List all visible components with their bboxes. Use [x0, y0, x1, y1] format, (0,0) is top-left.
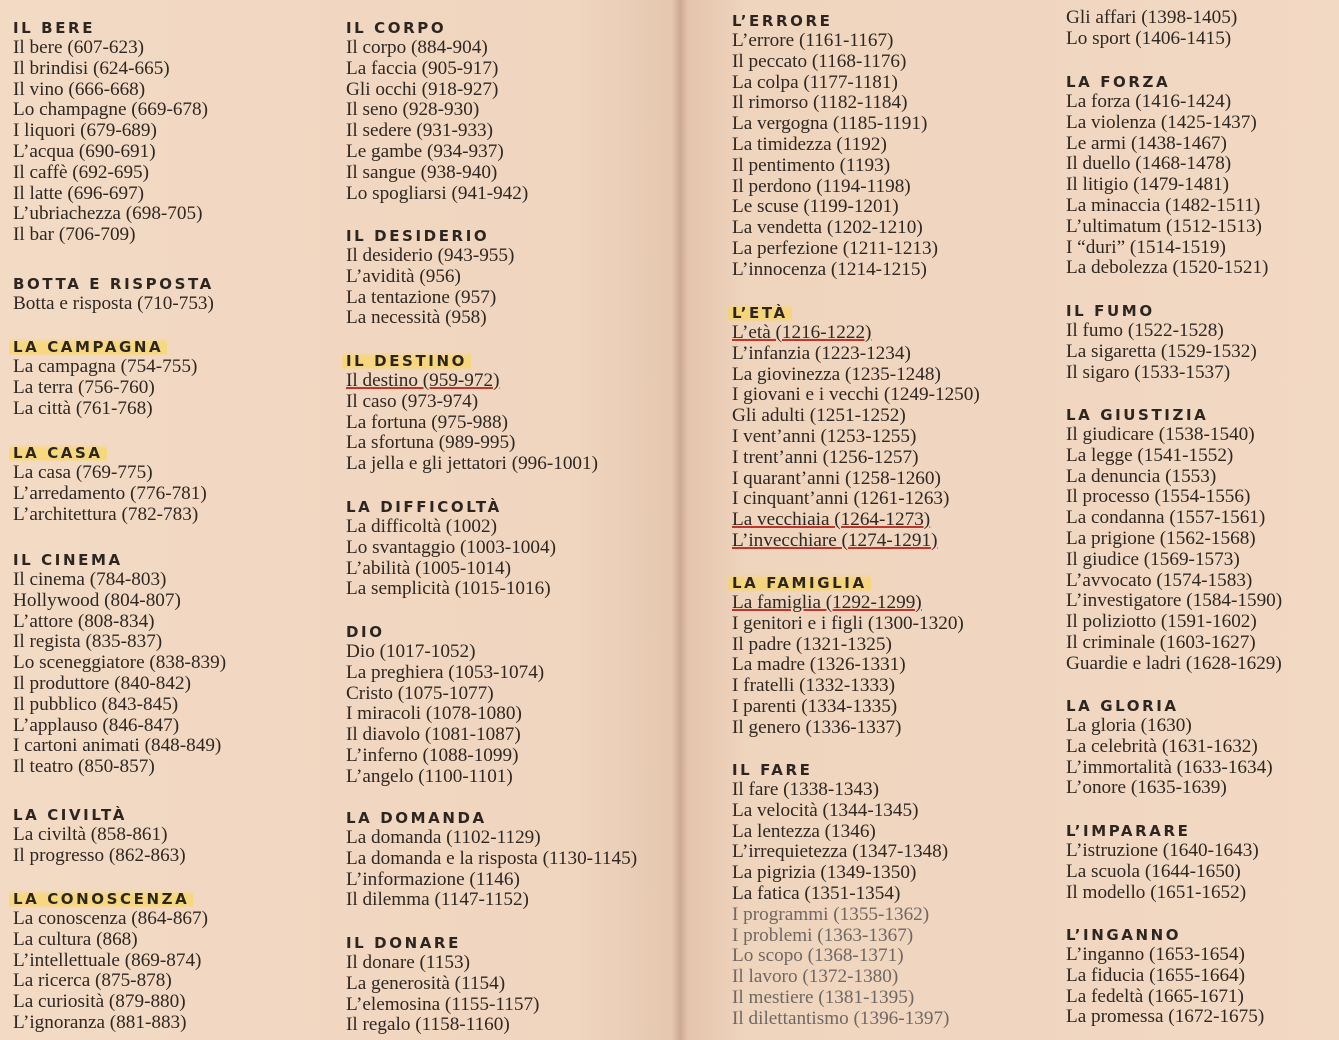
index-entry: Il caffè (692-695) — [13, 161, 150, 183]
index-entry: Il poliziotto (1591-1602) — [1066, 611, 1257, 633]
index-entry: Il genero (1336-1337) — [732, 716, 902, 738]
index-entry: La pigrizia (1349-1350) — [732, 862, 917, 884]
index-section — [1066, 405, 1282, 675]
index-section — [346, 808, 637, 911]
index-entry: Il sigaro (1533-1537) — [1066, 361, 1231, 383]
index-section — [346, 622, 544, 788]
index-entry: L’angelo (1100-1101) — [346, 765, 513, 787]
index-entry: L’età (1216-1222) — [732, 322, 872, 343]
index-entry: L’ignoranza (881-883) — [13, 1011, 187, 1033]
index-entry: Il vino (666-668) — [13, 78, 146, 100]
index-section — [1066, 925, 1264, 1028]
index-section — [1066, 72, 1268, 279]
index-entry: I fratelli (1332-1333) — [732, 675, 896, 697]
index-entry: L’infanzia (1223-1234) — [732, 342, 911, 364]
section-heading: IL DESIDERIO — [346, 227, 490, 245]
section-heading: L’ETÀ — [732, 303, 980, 323]
index-section — [732, 760, 949, 1030]
index-entry: La vecchiaia (1264-1273) — [732, 509, 931, 531]
index-entry: L’intellettuale (869-874) — [13, 949, 202, 971]
index-entry: La casa (769-775) — [13, 462, 153, 483]
section-heading: LA FORZA — [1066, 73, 1171, 91]
index-section — [13, 443, 207, 525]
index-entry: Il bere (607-623) — [13, 37, 145, 58]
index-entry: Il giudice (1569-1573) — [1066, 548, 1240, 570]
index-entry: L’invecchiare (1274-1291) — [732, 529, 938, 551]
index-entry: Lo svantaggio (1003-1004) — [346, 536, 556, 558]
index-entry: La celebrità (1631-1632) — [1066, 735, 1258, 757]
index-entry: Il caso (973-974) — [346, 390, 479, 412]
index-entry: Il regista (835-837) — [13, 631, 163, 653]
index-entry: I genitori e i figli (1300-1320) — [732, 612, 964, 634]
section-heading: IL FUMO — [1066, 302, 1155, 320]
index-entry: La sfortuna (989-995) — [346, 432, 516, 454]
index-entry: Il dilettantismo (1396-1397) — [732, 1007, 950, 1029]
index-section — [1066, 821, 1259, 903]
section-heading: LA GIUSTIZIA — [1066, 406, 1209, 424]
index-entry: L’applauso (846-847) — [13, 714, 180, 736]
section-heading: IL CINEMA — [13, 551, 123, 569]
section-heading: IL CORPO — [346, 19, 447, 37]
index-section — [13, 550, 226, 778]
index-entry: La famiglia (1292-1299) — [732, 592, 922, 613]
index-entry: Botta e risposta (710-753) — [13, 293, 214, 314]
index-entry: I cartoni animati (848-849) — [13, 735, 222, 757]
index-entry: Le gambe (934-937) — [346, 140, 504, 162]
index-entry: L’inferno (1088-1099) — [346, 744, 519, 766]
index-section — [1066, 301, 1257, 383]
section-heading: IL BERE — [13, 19, 96, 37]
index-entry: La terra (756-760) — [13, 376, 155, 398]
index-entry: La fatica (1351-1354) — [732, 882, 901, 904]
index-entry: La violenza (1425-1437) — [1066, 111, 1257, 133]
index-section — [346, 497, 556, 600]
index-entry: I programmi (1355-1362) — [732, 903, 930, 925]
index-entry: La minaccia (1482-1511) — [1066, 194, 1261, 216]
index-entry: Il modello (1651-1652) — [1066, 881, 1247, 903]
index-entry: Il progresso (862-863) — [13, 844, 186, 866]
index-entry: I giovani e i vecchi (1249-1250) — [732, 384, 980, 406]
index-entry: L’attore (808-834) — [13, 610, 155, 632]
index-entry: La sigaretta (1529-1532) — [1066, 340, 1257, 362]
index-entry: La faccia (905-917) — [346, 57, 499, 79]
index-entry: L’onore (1635-1639) — [1066, 777, 1227, 799]
index-entry: La campagna (754-755) — [13, 356, 198, 377]
index-entry: La vendetta (1202-1210) — [732, 217, 923, 239]
index-entry: Gli affari (1398-1405) — [1066, 7, 1238, 28]
index-entry: La necessità (958) — [346, 307, 487, 329]
index-entry: I “duri” (1514-1519) — [1066, 236, 1226, 258]
index-entry: Lo sceneggiatore (838-839) — [13, 652, 227, 674]
index-entry: La domanda e la risposta (1130-1145) — [346, 847, 638, 869]
index-entry: La domanda (1102-1129) — [346, 827, 541, 848]
index-entry: L’informazione (1146) — [346, 868, 520, 890]
index-entry: Il sedere (931-933) — [346, 120, 494, 142]
section-heading: LA CIVILTÀ — [13, 806, 127, 824]
index-entry: La prigione (1562-1568) — [1066, 527, 1256, 549]
index-entry: Il padre (1321-1325) — [732, 633, 892, 655]
index-entry: Il peccato (1168-1176) — [732, 50, 907, 72]
index-entry: Le scuse (1199-1201) — [732, 196, 899, 218]
index-entry: L’istruzione (1640-1643) — [1066, 840, 1259, 861]
index-entry: L’ultimatum (1512-1513) — [1066, 215, 1262, 237]
index-entry: Il diavolo (1081-1087) — [346, 724, 521, 746]
index-entry: La legge (1541-1552) — [1066, 444, 1234, 466]
index-entry: La ricerca (875-878) — [13, 970, 172, 992]
index-entry: L’errore (1161-1167) — [732, 30, 894, 51]
index-entry: L’inganno (1653-1654) — [1066, 944, 1245, 965]
index-entry: La velocità (1344-1345) — [732, 799, 919, 821]
index-entry: Il dilemma (1147-1152) — [346, 889, 529, 911]
index-entry: La perfezione (1211-1213) — [732, 237, 938, 259]
index-entry: L’ubriachezza (698-705) — [13, 203, 203, 225]
index-entry: Lo scopo (1368-1371) — [732, 945, 904, 967]
index-entry: L’acqua (690-691) — [13, 140, 156, 162]
index-entry: La giovinezza (1235-1248) — [732, 363, 941, 385]
index-entry: Lo champagne (669-678) — [13, 99, 209, 121]
index-entry: Il perdono (1194-1198) — [732, 175, 911, 197]
index-entry: L’elemosina (1155-1157) — [346, 993, 540, 1015]
index-entry: Il destino (959-972) — [346, 370, 500, 391]
index-section — [732, 573, 964, 739]
index-section — [346, 351, 598, 475]
index-entry: La tentazione (957) — [346, 286, 497, 308]
index-section — [13, 805, 186, 867]
index-entry: Il regalo (1158-1160) — [346, 1014, 510, 1036]
index-entry: La gloria (1630) — [1066, 715, 1192, 736]
section-heading: DIO — [346, 623, 385, 641]
index-entry: Lo spogliarsi (941-942) — [346, 182, 529, 204]
section-heading: L’INGANNO — [1066, 926, 1182, 944]
index-entry: La curiosità (879-880) — [13, 991, 186, 1013]
index-entry: La semplicità (1015-1016) — [346, 578, 551, 600]
section-heading: BOTTA E RISPOSTA — [13, 275, 214, 293]
index-entry: Il duello (1468-1478) — [1066, 153, 1232, 175]
index-section — [13, 889, 208, 1034]
index-entry: Gli adulti (1251-1252) — [732, 405, 906, 427]
index-entry: I vent’anni (1253-1255) — [732, 425, 917, 447]
section-heading: L’ERRORE — [732, 12, 833, 30]
section-heading: IL FARE — [732, 761, 813, 779]
index-entry: I cinquant’anni (1261-1263) — [732, 488, 950, 510]
index-entry: La jella e gli jettatori (996-1001) — [346, 453, 599, 475]
index-entry: La civiltà (858-861) — [13, 824, 168, 845]
index-entry: La preghiera (1053-1074) — [346, 661, 545, 683]
index-entry: Hollywood (804-807) — [13, 589, 181, 611]
index-entry: Il fumo (1522-1528) — [1066, 320, 1224, 341]
index-entry: I trent’anni (1256-1257) — [732, 446, 919, 468]
index-entry: Le armi (1438-1467) — [1066, 132, 1227, 154]
index-entry: Il litigio (1479-1481) — [1066, 174, 1230, 196]
index-entry: Il pentimento (1193) — [732, 154, 891, 176]
section-heading: LA CONOSCENZA — [13, 889, 208, 909]
index-entry: Il rimorso (1182-1184) — [732, 92, 908, 114]
index-entry: Il pubblico (843-845) — [13, 693, 179, 715]
index-entry: I liquori (679-689) — [13, 120, 157, 142]
section-heading: LA DIFFICOLTÀ — [346, 498, 502, 516]
index-entry: Il sangue (938-940) — [346, 161, 498, 183]
index-section — [346, 18, 528, 204]
index-entry: La fiducia (1655-1664) — [1066, 964, 1246, 986]
index-entry: La difficoltà (1002) — [346, 516, 497, 537]
index-entry: Cristo (1075-1077) — [346, 682, 494, 704]
section-heading: L’IMPARARE — [1066, 822, 1191, 840]
index-section — [1066, 8, 1237, 50]
index-entry: L’avvocato (1574-1583) — [1066, 569, 1253, 591]
index-entry: Lo sport (1406-1415) — [1066, 27, 1232, 49]
index-entry: Gli occhi (918-927) — [346, 78, 499, 100]
index-entry: I problemi (1363-1367) — [732, 924, 914, 946]
section-heading: LA GLORIA — [1066, 697, 1179, 715]
index-entry: La debolezza (1520-1521) — [1066, 257, 1269, 279]
index-entry: Il desiderio (943-955) — [346, 245, 515, 266]
index-section — [1066, 696, 1273, 799]
index-entry: La fedeltà (1665-1671) — [1066, 985, 1244, 1007]
index-entry: La conoscenza (864-867) — [13, 908, 208, 929]
index-entry: Il cinema (784-803) — [13, 569, 167, 590]
index-entry: I quarant’anni (1258-1260) — [732, 467, 941, 489]
index-entry: Il brindisi (624-665) — [13, 57, 170, 79]
index-entry: L’architettura (782-783) — [13, 503, 199, 525]
index-entry: La timidezza (1192) — [732, 133, 887, 155]
index-entry: La città (761-768) — [13, 397, 153, 419]
index-entry: I miracoli (1078-1080) — [346, 703, 522, 725]
index-entry: Il lavoro (1372-1380) — [732, 966, 899, 988]
book-gutter — [672, 0, 688, 1040]
index-section — [13, 337, 197, 419]
index-entry: L’avidità (956) — [346, 265, 461, 287]
index-entry: Guardie e ladri (1628-1629) — [1066, 652, 1282, 674]
index-section — [13, 274, 214, 315]
index-entry: La lentezza (1346) — [732, 820, 876, 842]
index-entry: Il giudicare (1538-1540) — [1066, 424, 1255, 445]
index-entry: La colpa (1177-1181) — [732, 71, 898, 93]
index-entry: La madre (1326-1331) — [732, 654, 906, 676]
index-entry: Il produttore (840-842) — [13, 672, 191, 694]
index-section — [732, 11, 938, 281]
index-entry: L’arredamento (776-781) — [13, 482, 207, 504]
section-heading: LA DOMANDA — [346, 809, 487, 827]
index-entry: Il fare (1338-1343) — [732, 779, 880, 800]
index-entry: Il donare (1153) — [346, 952, 470, 973]
index-entry: Il processo (1554-1556) — [1066, 486, 1251, 508]
index-entry: I parenti (1334-1335) — [732, 695, 898, 717]
index-section — [346, 933, 539, 1036]
index-entry: La cultura (868) — [13, 928, 138, 950]
index-entry: La vergogna (1185-1191) — [732, 113, 928, 135]
section-heading: IL DONARE — [346, 934, 461, 952]
index-section — [346, 226, 514, 329]
index-entry: L’irrequietezza (1347-1348) — [732, 841, 949, 863]
section-heading: LA CASA — [13, 443, 207, 463]
section-heading: LA FAMIGLIA — [732, 573, 964, 593]
index-entry: Il mestiere (1381-1395) — [732, 986, 915, 1008]
index-entry: Il corpo (884-904) — [346, 37, 488, 58]
index-entry: L’investigatore (1584-1590) — [1066, 590, 1283, 612]
index-section — [732, 303, 980, 552]
index-entry: Il bar (706-709) — [13, 224, 136, 246]
index-entry: La forza (1416-1424) — [1066, 91, 1232, 112]
index-entry: La condanna (1557-1561) — [1066, 507, 1266, 529]
index-entry: L’immortalità (1633-1634) — [1066, 756, 1273, 778]
index-entry: Il teatro (850-857) — [13, 756, 155, 778]
index-entry: L’abilità (1005-1014) — [346, 557, 512, 579]
index-entry: La scuola (1644-1650) — [1066, 860, 1241, 882]
index-entry: Dio (1017-1052) — [346, 641, 476, 662]
index-entry: Il seno (928-930) — [346, 99, 480, 121]
index-entry: Il criminale (1603-1627) — [1066, 631, 1256, 653]
index-entry: Il latte (696-697) — [13, 182, 145, 204]
index-entry: La denuncia (1553) — [1066, 465, 1217, 487]
section-heading: LA CAMPAGNA — [13, 337, 197, 357]
index-entry: La promessa (1672-1675) — [1066, 1006, 1265, 1028]
section-heading: IL DESTINO — [346, 351, 598, 371]
index-entry: La generosità (1154) — [346, 972, 506, 994]
index-entry: L’innocenza (1214-1215) — [732, 258, 927, 280]
index-section — [13, 18, 208, 246]
index-entry: La fortuna (975-988) — [346, 411, 508, 433]
